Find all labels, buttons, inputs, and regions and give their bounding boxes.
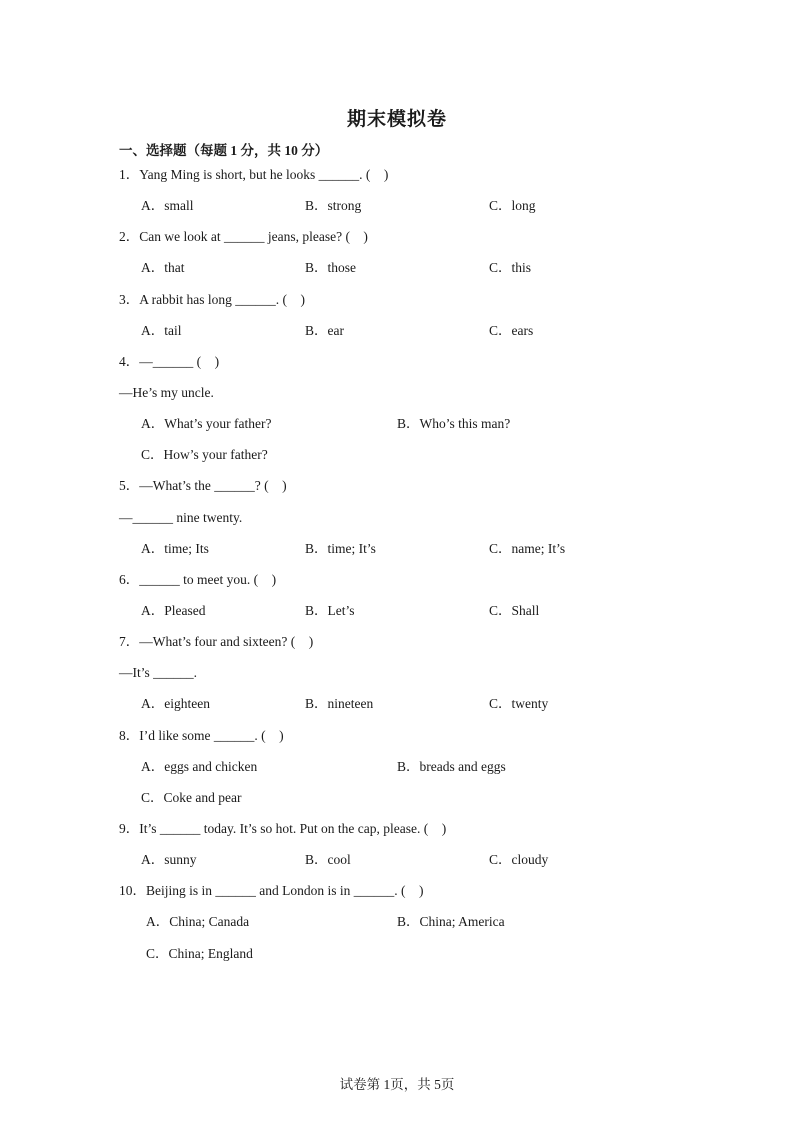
question-10 — [0, 878, 794, 909]
question-4-options-row1 — [0, 411, 794, 442]
option-a: A．sunny — [141, 852, 197, 868]
option-c: C．ears — [489, 322, 534, 338]
question-10-options-row2 — [0, 941, 794, 972]
option-a: A．tail — [141, 322, 182, 338]
page-title: 期末模拟卷 — [346, 109, 447, 130]
question-4-options-row2 — [0, 442, 794, 473]
option-b: B．time; It’s — [305, 540, 376, 556]
option-b: B．ear — [305, 322, 344, 338]
option-c: C．China; England — [146, 945, 253, 961]
question-stem: 1．Yang Ming is short, but he looks ______. ( ) — [119, 167, 389, 182]
question-stem: 8．I’d like some ______. ( ) — [119, 727, 284, 743]
question-1-options — [0, 193, 794, 224]
question-8-options-row1 — [0, 754, 794, 785]
option-a: A．that — [141, 260, 185, 276]
option-c: C．twenty — [489, 696, 549, 712]
option-a: A．small — [141, 198, 194, 214]
option-c: C．cloudy — [489, 852, 549, 868]
question-8 — [0, 723, 794, 754]
question-stem: 7．—What’s four and sixteen? ( ) — [119, 634, 314, 650]
question-3-options — [0, 318, 794, 349]
option-b: B．breads and eggs — [397, 758, 506, 774]
question-reply: —It’s ______. — [119, 665, 198, 681]
question-6 — [0, 567, 794, 598]
question-7-options — [0, 691, 794, 722]
option-b: B．nineteen — [305, 696, 374, 712]
question-reply: —He’s my uncle. — [119, 384, 214, 400]
question-stem: 9．It’s ______ today. It’s so hot. Put on the cap, please. ( ) — [119, 820, 447, 836]
question-4-reply — [0, 380, 794, 411]
question-2 — [0, 224, 794, 255]
option-a: A．eggs and chicken — [141, 758, 258, 774]
question-9 — [0, 816, 794, 847]
option-a: A．time; Its — [141, 540, 209, 556]
question-7 — [0, 629, 794, 660]
question-list — [0, 162, 794, 972]
question-stem: 3．A rabbit has long ______. ( ) — [119, 291, 305, 307]
option-a: A．eighteen — [141, 696, 210, 712]
option-a: A．What’s your father? — [141, 416, 272, 432]
question-stem: 2．Can we look at ______ jeans, please? ( ) — [119, 229, 368, 245]
section-heading: 一、选择题（每题 1 分，共 10 分） — [119, 143, 329, 158]
question-stem: 6．______ to meet you. ( ) — [119, 571, 277, 587]
page-footer: 试卷第 1页，共 5页 — [339, 1077, 455, 1092]
question-6-options — [0, 598, 794, 629]
option-b: B．Who’s this man? — [397, 416, 511, 432]
option-c: C．this — [489, 260, 532, 276]
option-a: A．China; Canada — [146, 914, 250, 930]
option-b: B．China; America — [397, 914, 505, 930]
question-reply: —______ nine twenty. — [119, 509, 243, 525]
question-3 — [0, 287, 794, 318]
question-7-reply — [0, 660, 794, 691]
option-b: B．cool — [305, 852, 351, 868]
question-5-reply — [0, 505, 794, 536]
option-c: C．Coke and pear — [141, 789, 242, 805]
option-a: A．Pleased — [141, 602, 206, 618]
question-10-options-row1 — [0, 909, 794, 940]
option-b: B．those — [305, 260, 357, 276]
question-4 — [0, 349, 794, 380]
question-stem: 5．—What’s the ______? ( ) — [119, 478, 287, 494]
option-c: C．How’s your father? — [141, 447, 268, 463]
option-c: C．name; It’s — [489, 540, 566, 556]
question-9-options — [0, 847, 794, 878]
option-b: B．strong — [305, 198, 362, 214]
option-b: B．Let’s — [305, 602, 355, 618]
option-c: C．Shall — [489, 602, 540, 618]
question-stem: 4．—______ ( ) — [119, 353, 220, 369]
question-8-options-row2 — [0, 785, 794, 816]
question-5 — [0, 473, 794, 504]
question-5-options — [0, 536, 794, 567]
question-2-options — [0, 255, 794, 286]
question-1 — [0, 162, 794, 193]
option-c: C．long — [489, 198, 536, 214]
question-stem: 10．Beijing is in ______ and London is in ______. ( ) — [119, 883, 424, 899]
